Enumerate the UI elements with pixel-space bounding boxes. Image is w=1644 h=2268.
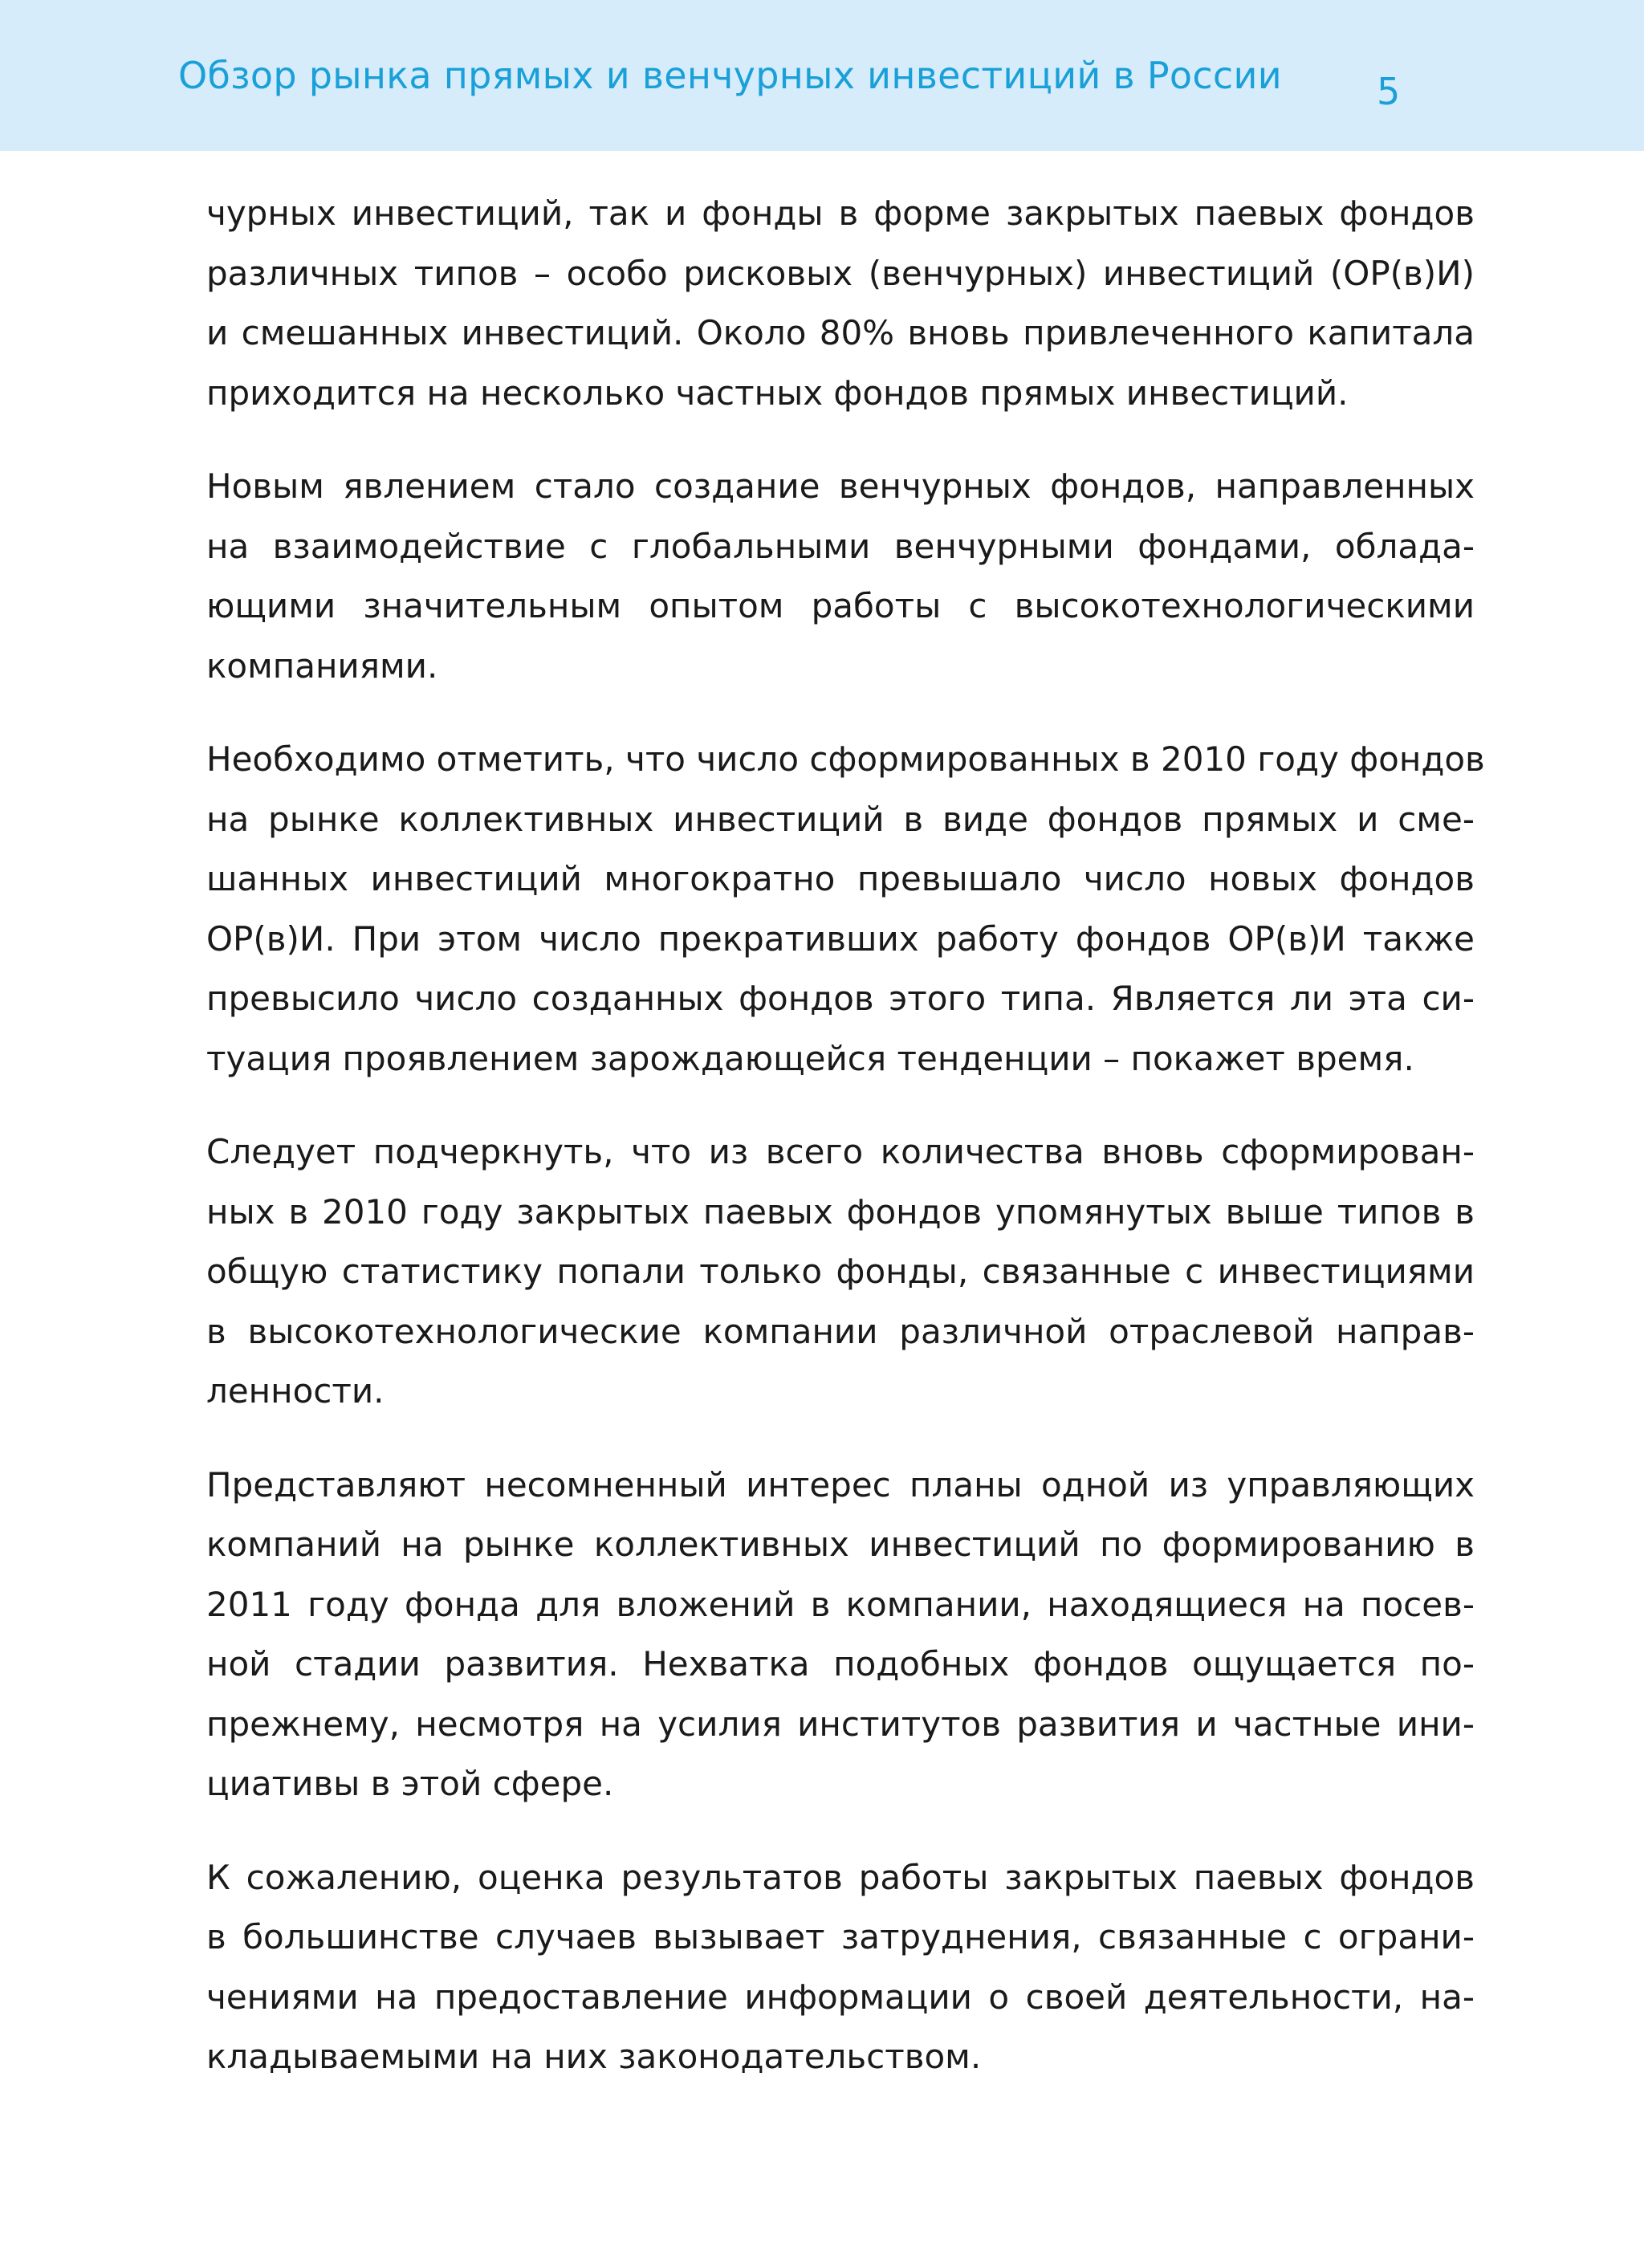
text-line: циативы в этой сфере. bbox=[206, 1764, 614, 1803]
text-line: прежнему, несмотря на усилия институтов развития и частные ини- bbox=[206, 1704, 1475, 1744]
text-line: Следует подчеркнуть, что из всего количества вновь сформирован- bbox=[206, 1132, 1475, 1171]
text-line: ной стадии развития. Нехватка подобных фондов ощущается по- bbox=[206, 1644, 1475, 1684]
text-line: ных в 2010 году закрытых паевых фондов упомянутых выше типов в bbox=[206, 1191, 1475, 1232]
text-line: на взаимодействие с глобальными венчурными фондами, облада- bbox=[206, 526, 1475, 566]
paragraph bbox=[206, 184, 1475, 423]
text-line: превысило число созданных фондов этого типа. Является ли эта си- bbox=[206, 979, 1475, 1018]
text-line: ОР(в)И. При этом число прекративших работу фондов ОР(в)И также bbox=[206, 918, 1475, 959]
text-line: компаний на рынке коллективных инвестиций по формированию в bbox=[206, 1525, 1475, 1564]
text-line: Новым явлением стало создание венчурных фондов, направленных bbox=[206, 466, 1475, 506]
paragraph bbox=[206, 457, 1475, 696]
paragraph bbox=[206, 730, 1485, 1089]
page-number: 5 bbox=[1377, 70, 1401, 113]
text-line: компаниями. bbox=[206, 645, 438, 686]
paragraph bbox=[206, 1456, 1475, 1814]
text-line: в большинстве случаев вызывает затруднения, связанные с ограни- bbox=[206, 1917, 1475, 1957]
text-line: кладываемыми на них законодательством. bbox=[206, 2037, 982, 2076]
text-line: приходится на несколько частных фондов прямых инвестиций. bbox=[206, 373, 1349, 413]
paragraph bbox=[206, 1122, 1475, 1422]
text-line: чениями на предоставление информации о своей деятельности, на- bbox=[206, 1977, 1475, 2017]
text-line: чурных инвестиций, так и фонды в форме закрытых паевых фондов bbox=[206, 193, 1475, 233]
text-line: шанных инвестиций многократно превышало число новых фондов bbox=[206, 859, 1475, 898]
body-text bbox=[206, 184, 1485, 2121]
text-line: на рынке коллективных инвестиций в виде фондов прямых и сме- bbox=[206, 799, 1475, 839]
page-header bbox=[0, 0, 1644, 151]
text-line: и смешанных инвестиций. Около 80% вновь привлеченного капитала bbox=[206, 313, 1475, 352]
text-line: К сожалению, оценка результатов работы закрытых паевых фондов bbox=[206, 1857, 1475, 1897]
text-line: ленности. bbox=[206, 1371, 385, 1411]
text-line: Представляют несомненный интерес планы одной из управляющих bbox=[206, 1464, 1475, 1505]
text-line: в высокотехнологические компании различной отраслевой направ- bbox=[206, 1311, 1475, 1351]
text-line: туация проявлением зарождающейся тенденции – покажет время. bbox=[206, 1038, 1414, 1078]
text-line: различных типов – особо рисковых (венчурных) инвестиций (ОР(в)И) bbox=[206, 253, 1475, 293]
header-title: Обзор рынка прямых и венчурных инвестиций в России bbox=[178, 54, 1282, 97]
paragraph bbox=[206, 1848, 1475, 2087]
text-line: общую статистику попали только фонды, связанные с инвестициями bbox=[206, 1252, 1475, 1291]
text-line: 2011 году фонда для вложений в компании, находящиеся на посев- bbox=[206, 1584, 1475, 1624]
text-line: Необходимо отметить, что число сформированных в 2010 году фондов bbox=[206, 739, 1485, 779]
text-line: ющими значительным опытом работы с высокотехнологическими bbox=[206, 586, 1475, 625]
